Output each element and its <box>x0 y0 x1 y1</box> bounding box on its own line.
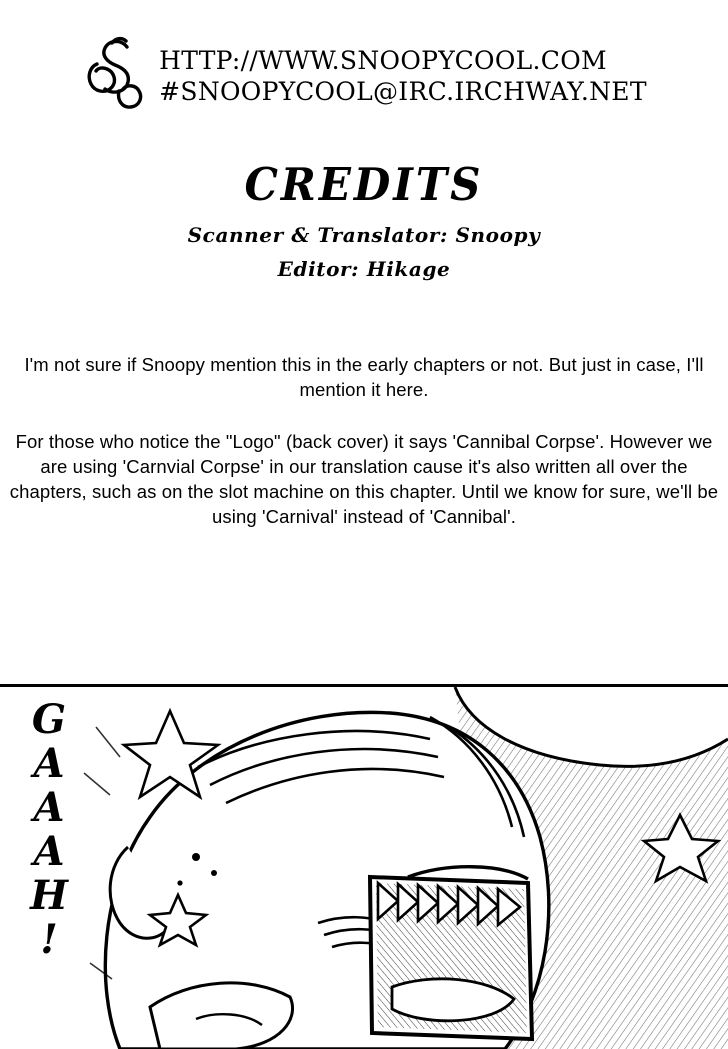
sfx-char-3: A <box>33 784 65 831</box>
sfx-char-6: ! <box>40 916 58 963</box>
snoopycool-logo <box>81 34 153 116</box>
note-paragraph-1: I'm not sure if Snoopy mention this in the early chapters or not. But just in case, I'll mention it here. <box>24 354 704 400</box>
credit-editor: Editor: Hikage <box>277 257 451 281</box>
credits-section <box>0 160 728 291</box>
sfx-char-1: G <box>31 696 67 743</box>
contact-urls <box>159 32 647 107</box>
credits-title: CREDITS <box>244 158 484 211</box>
credit-scanner-translator: Scanner & Translator: Snoopy <box>187 223 541 247</box>
sfx-char-5: H <box>30 872 68 919</box>
sfx-char-4: A <box>33 828 65 875</box>
note-paragraph-2: For those who notice the "Logo" (back cover) it says 'Cannibal Corpse'. However we are using 'Carnvial Corpse' in our translation cause it's also written all over the chapters, such as on the slot machine on this chapter. Until we know for sure, we'll be using 'Carnival' instead of 'Cannibal'. <box>9 431 719 527</box>
irc-channel[interactable]: #SNOOPYCOOL@IRC.IRCHWAY.NET <box>159 76 647 106</box>
website-url[interactable]: HTTP://WWW.SNOOPYCOOL.COM <box>159 46 607 75</box>
manga-panel <box>0 684 728 1049</box>
translator-notes <box>0 352 728 529</box>
sound-effect-text <box>20 698 78 962</box>
sfx-char-2: A <box>33 740 65 787</box>
site-header <box>0 32 728 132</box>
